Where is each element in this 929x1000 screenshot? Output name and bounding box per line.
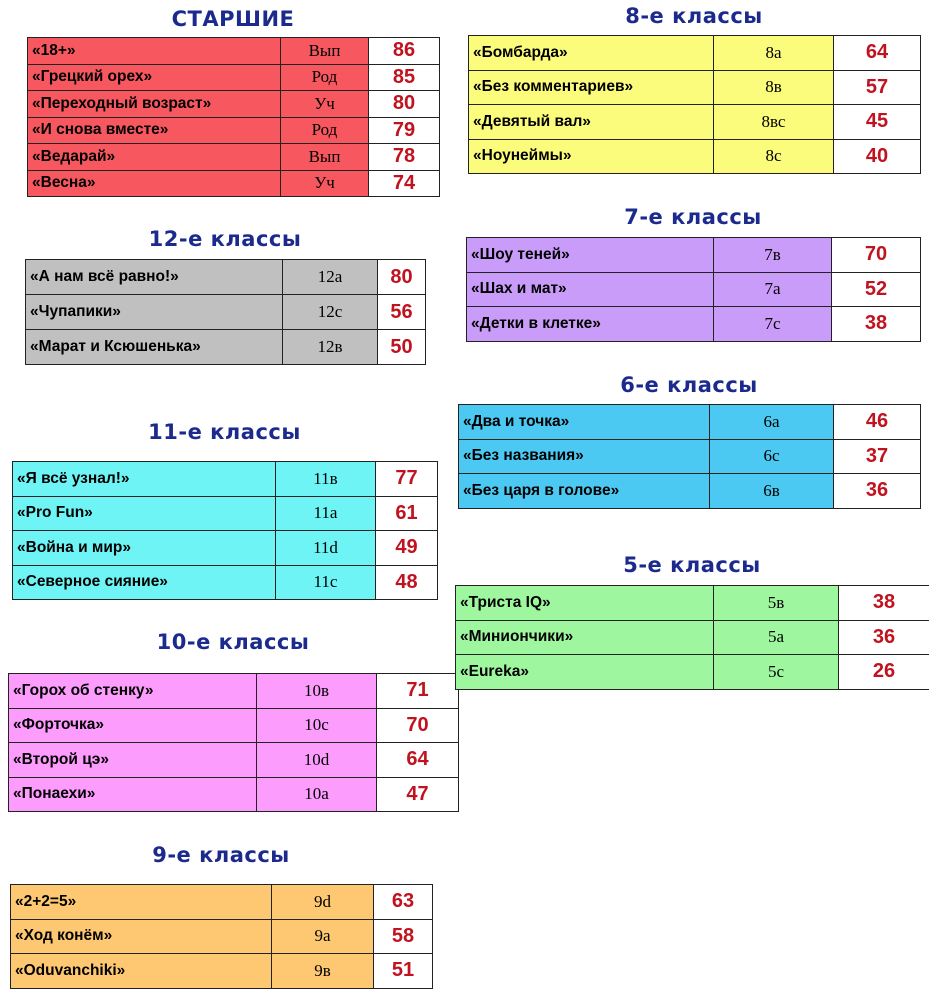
class-cell: 12в <box>283 330 378 365</box>
table-row <box>28 144 440 171</box>
table-row <box>26 295 426 330</box>
section-title: 12-е классы <box>148 227 302 251</box>
points-cell: 80 <box>369 91 440 118</box>
table-row <box>13 565 438 600</box>
team-name-cell: «Eureka» <box>456 655 714 690</box>
team-name-cell: «И снова вместе» <box>28 117 281 144</box>
class-cell: 9d <box>272 885 374 920</box>
team-name-cell: «Форточка» <box>9 708 257 743</box>
points-cell: 71 <box>377 674 459 709</box>
class-cell: 7а <box>714 272 832 307</box>
class-cell: Уч <box>281 91 369 118</box>
points-cell: 51 <box>374 954 433 989</box>
points-cell: 48 <box>376 565 438 600</box>
points-cell: 46 <box>834 405 921 440</box>
score-table <box>468 35 921 174</box>
team-name-cell: «Второй цэ» <box>9 743 257 778</box>
points-cell: 80 <box>378 260 426 295</box>
table-row <box>456 655 929 690</box>
team-name-cell: «Марат и Ксюшенька» <box>26 330 283 365</box>
points-cell: 47 <box>377 777 459 812</box>
team-name-cell: «Грецкий орех» <box>28 64 281 91</box>
class-cell: Род <box>281 64 369 91</box>
score-table <box>455 585 929 690</box>
team-name-cell: «Миниончики» <box>456 620 714 655</box>
team-name-cell: «Шах и мат» <box>467 272 714 307</box>
team-name-cell: «Я всё узнал!» <box>13 462 276 497</box>
team-name-cell: «Ноунеймы» <box>469 139 714 174</box>
points-cell: 52 <box>832 272 921 307</box>
score-table <box>25 259 426 365</box>
team-name-cell: «Без названия» <box>459 439 710 474</box>
table-row <box>469 105 921 140</box>
team-name-cell: «Девятый вал» <box>469 105 714 140</box>
class-cell: 6с <box>710 439 834 474</box>
table-row <box>26 260 426 295</box>
team-name-cell: «Без царя в голове» <box>459 474 710 509</box>
points-cell: 70 <box>377 708 459 743</box>
class-cell: 10d <box>257 743 377 778</box>
team-name-cell: «18+» <box>28 38 281 65</box>
score-table <box>466 237 921 342</box>
team-name-cell: «Северное сияние» <box>13 565 276 600</box>
class-cell: 8в <box>714 70 834 105</box>
table-row <box>9 708 459 743</box>
class-cell: 5а <box>714 620 839 655</box>
points-cell: 61 <box>376 496 438 531</box>
table-row <box>9 777 459 812</box>
points-cell: 45 <box>834 105 921 140</box>
class-cell: 11с <box>276 565 376 600</box>
team-name-cell: «Горох об стенку» <box>9 674 257 709</box>
table-row <box>469 36 921 71</box>
team-name-cell: «Понаехи» <box>9 777 257 812</box>
team-name-cell: «Бомбарда» <box>469 36 714 71</box>
class-cell: 10в <box>257 674 377 709</box>
class-cell: Вып <box>281 38 369 65</box>
score-table <box>27 37 440 197</box>
points-cell: 77 <box>376 462 438 497</box>
team-name-cell: «Ход конём» <box>11 919 272 954</box>
team-name-cell: «Ведарай» <box>28 144 281 171</box>
team-name-cell: «Pro Fun» <box>13 496 276 531</box>
class-cell: Уч <box>281 170 369 197</box>
team-name-cell: «2+2=5» <box>11 885 272 920</box>
team-name-cell: «Oduvanchiki» <box>11 954 272 989</box>
table-row <box>459 474 921 509</box>
table-row <box>26 330 426 365</box>
table-row <box>467 307 921 342</box>
table-row <box>456 586 929 621</box>
section-title: 5-е классы <box>623 553 761 577</box>
class-cell: 6а <box>710 405 834 440</box>
points-cell: 70 <box>832 238 921 273</box>
class-cell: 5с <box>714 655 839 690</box>
class-cell: 8с <box>714 139 834 174</box>
table-row <box>11 919 433 954</box>
points-cell: 50 <box>378 330 426 365</box>
points-cell: 64 <box>834 36 921 71</box>
points-cell: 36 <box>839 620 929 655</box>
section-title: СТАРШИЕ <box>171 7 295 31</box>
table-row <box>9 743 459 778</box>
section-title: 6-е классы <box>620 373 758 397</box>
table-row <box>13 531 438 566</box>
table-row <box>28 38 440 65</box>
table-row <box>469 70 921 105</box>
points-cell: 36 <box>834 474 921 509</box>
class-cell: 9в <box>272 954 374 989</box>
class-cell: 10а <box>257 777 377 812</box>
class-cell: 5в <box>714 586 839 621</box>
class-cell: 7в <box>714 238 832 273</box>
team-name-cell: «Два и точка» <box>459 405 710 440</box>
points-cell: 57 <box>834 70 921 105</box>
points-cell: 26 <box>839 655 929 690</box>
table-row <box>13 496 438 531</box>
points-cell: 85 <box>369 64 440 91</box>
team-name-cell: «Весна» <box>28 170 281 197</box>
table-row <box>9 674 459 709</box>
score-table <box>12 461 438 600</box>
team-name-cell: «Шоу теней» <box>467 238 714 273</box>
table-row <box>469 139 921 174</box>
class-cell: 9а <box>272 919 374 954</box>
table-row <box>456 620 929 655</box>
team-name-cell: «Триста IQ» <box>456 586 714 621</box>
points-cell: 38 <box>839 586 929 621</box>
points-cell: 56 <box>378 295 426 330</box>
points-cell: 40 <box>834 139 921 174</box>
table-row <box>13 462 438 497</box>
table-row <box>11 954 433 989</box>
table-row <box>28 117 440 144</box>
points-cell: 37 <box>834 439 921 474</box>
team-name-cell: «Чупапики» <box>26 295 283 330</box>
class-cell: 6в <box>710 474 834 509</box>
table-row <box>28 64 440 91</box>
points-cell: 63 <box>374 885 433 920</box>
class-cell: 8а <box>714 36 834 71</box>
section-title: 11-е классы <box>148 420 301 444</box>
points-cell: 79 <box>369 117 440 144</box>
table-row <box>459 439 921 474</box>
class-cell: 7с <box>714 307 832 342</box>
section-title: 9-е классы <box>152 843 290 867</box>
team-name-cell: «А нам всё равно!» <box>26 260 283 295</box>
team-name-cell: «Детки в клетке» <box>467 307 714 342</box>
points-cell: 49 <box>376 531 438 566</box>
class-cell: 10с <box>257 708 377 743</box>
points-cell: 86 <box>369 38 440 65</box>
class-cell: 11а <box>276 496 376 531</box>
class-cell: 11d <box>276 531 376 566</box>
points-cell: 78 <box>369 144 440 171</box>
table-row <box>28 91 440 118</box>
score-table <box>458 404 921 509</box>
class-cell: 12с <box>283 295 378 330</box>
points-cell: 58 <box>374 919 433 954</box>
score-table <box>8 673 459 812</box>
class-cell: Род <box>281 117 369 144</box>
table-row <box>11 885 433 920</box>
class-cell: 11в <box>276 462 376 497</box>
team-name-cell: «Война и мир» <box>13 531 276 566</box>
points-cell: 74 <box>369 170 440 197</box>
points-cell: 64 <box>377 743 459 778</box>
class-cell: 8вс <box>714 105 834 140</box>
table-row <box>28 170 440 197</box>
section-title: 8-е классы <box>625 4 763 28</box>
section-title: 7-е классы <box>624 205 762 229</box>
table-row <box>459 405 921 440</box>
points-cell: 38 <box>832 307 921 342</box>
class-cell: Вып <box>281 144 369 171</box>
table-row <box>467 238 921 273</box>
section-title: 10-е классы <box>156 630 310 654</box>
table-row <box>467 272 921 307</box>
team-name-cell: «Без комментариев» <box>469 70 714 105</box>
class-cell: 12а <box>283 260 378 295</box>
team-name-cell: «Переходный возраст» <box>28 91 281 118</box>
score-table <box>10 884 433 989</box>
